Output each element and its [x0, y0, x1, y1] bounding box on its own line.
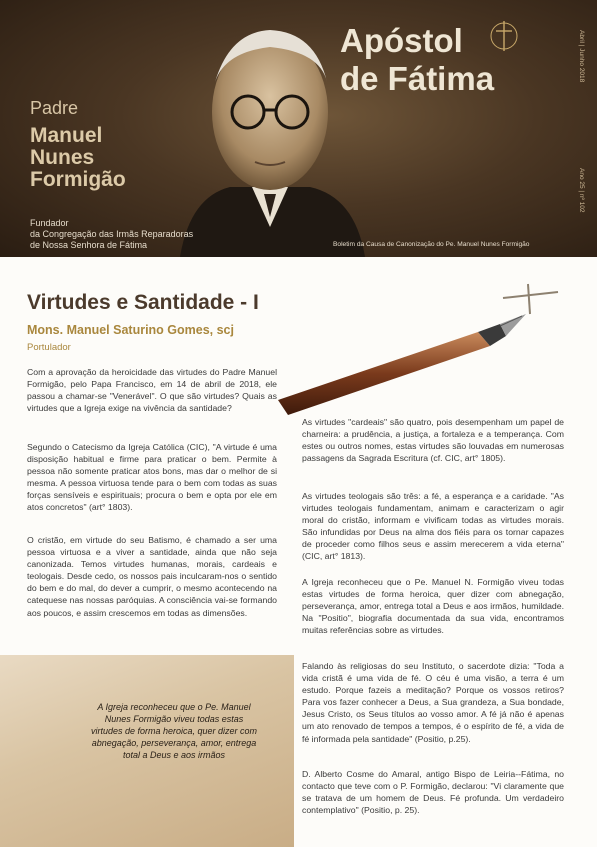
- masthead-title: [340, 22, 494, 98]
- paragraph: Com a aprovação da heroicidade das virtudes do Padre Manuel Formigão, pelo Papa Francisco, em 14 de abril de 2018, ele passou a chamar-se "Venerável". O que são virtudes? Quais as virtudes que a Igreja exige na vivência da santidade?: [27, 367, 277, 414]
- paragraph: Falando às religiosas do seu Instituto, o sacerdote dizia: "Toda a vida cristã é uma vida de fé. O céu é uma visão, a terra é um estudo. Porque fazeis a meditação? Porque os vossos retiros? Para vos fazer conhecer a Deus, a Sua grandeza, a Sua bondade, Jesus Cristo, os Seus títulos ao vosso amor. A fé já não é apenas um ato renovado de tempos a tempos, é o espírito de fé, a vida de fé informada pela santidade" (Positio, p.25).: [302, 661, 564, 744]
- article-author: Mons. Manuel Saturino Gomes, scj: [27, 323, 234, 337]
- paragraph: As virtudes "cardeais" são quatro, pois desempenham um papel de charneira: a prudência, a justiça, a fortaleza e a temperança. Com estes ou outros nomes, estas virtudes são louvadas em numerosas passagens da Sagrada Escritura (cf. CIC, art° 1805).: [302, 417, 564, 464]
- article-title: Virtudes e Santidade - I: [27, 291, 259, 314]
- paragraph: D. Alberto Cosme do Amaral, antigo Bispo de Leiria--Fátima, no contacto que teve com o P. Formigão, declarou: "Vi claramente que se tratava de um homem de Deus. Fé profunda. Um verdadeiro contemplativo" (Positio, p. 25).: [302, 769, 564, 816]
- fundador-caption: [30, 218, 193, 251]
- fundador-line: da Congregação das Irmãs Reparadoras: [30, 229, 194, 239]
- name-line: Manuel: [30, 124, 103, 147]
- paragraph: O cristão, em virtude do seu Batismo, é chamado a ser uma pessoa virtuosa e a viver a santidade, ainda que não seja canonizada. Temos virtudes humanas, morais, cardeais e teologais. Desde cedo, os nossos pais inculcaram-nos o sentido do bem e do mal, do dever a cumprir, o mesmo acontecendo na catequese nas nossas paróquias. A consciência vai-se formando aos poucos, e assim crescemos em todas as dimensões.: [27, 535, 277, 618]
- padre-name: [30, 125, 126, 191]
- header-banner: [0, 0, 597, 257]
- fundador-line: de Nossa Senhora de Fátima: [30, 240, 148, 250]
- paragraph: A Igreja reconheceu que o Pe. Manuel N. Formigão viveu todas estas virtudes de forma heroica, quer dizer com abnegação, perseverança, amor, entrega total a Deus e aos irmãos, humildade. Na "Positio", biografia documentada da sua vida, encontramos muitas referências sobre as virtudes.: [302, 577, 564, 636]
- name-line: Formigão: [30, 168, 126, 191]
- boletim-caption: Boletim da Causa de Canonização do Pe. Manuel Nunes Formigão: [333, 241, 530, 248]
- padre-label: Padre: [30, 98, 79, 118]
- masthead-line: de Fátima: [340, 60, 495, 97]
- fundador-line: Fundador: [30, 218, 69, 228]
- pull-quote: A Igreja reconheceu que o Pe. Manuel Nunes Formigão viveu todas estas virtudes de forma heroica, quer dizer com abnegação, perseverança, amor, entrega total a Deus e aos irmãos: [90, 702, 258, 760]
- cross-sketch-icon: [503, 284, 558, 314]
- fountain-pen-icon: [278, 280, 597, 415]
- issue-number: Ano 25 | nº 102: [578, 168, 585, 213]
- name-line: Nunes: [30, 146, 95, 169]
- paragraph: As virtudes teologais são três: a fé, a esperança e a caridade. "As virtudes teologais fundamentam, animam e caracterizam o agir moral do cristão, informam e vivificam todas as virtudes morais. São infundidas por Deus na alma dos fiéis para os tornar capazes de proceder como filhos seus e assim merecerem a vida eterna" (CIC, art° 1813).: [302, 491, 564, 562]
- paragraph: Segundo o Catecismo da Igreja Católica (CIC), "A virtude é uma disposição habitual e firme para praticar o bem. Permite à pessoa não somente praticar atos bons, mas dar o melhor de si mesma. A pessoa virtuosa tende para o bem com todas as suas forças sensíveis e espirituais; procura o bem e opta por ele em atos concretos" (art° 1803).: [27, 442, 277, 513]
- cross-logo-icon: [489, 18, 519, 54]
- issue-date: Abril | Junho 2018: [578, 30, 585, 83]
- masthead-line: Apóstol: [340, 22, 463, 59]
- author-role: Portulador: [27, 342, 71, 353]
